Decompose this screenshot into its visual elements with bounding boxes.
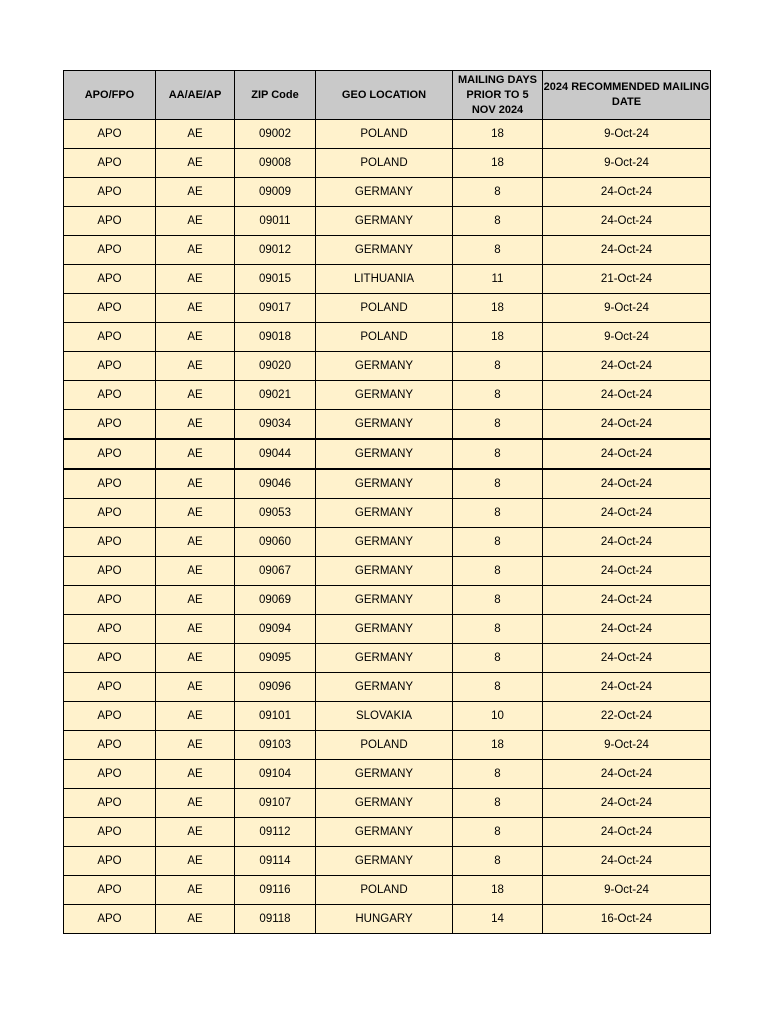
cell-apo-fpo: APO (64, 557, 156, 586)
cell-recommended-date: 22-Oct-24 (543, 702, 711, 731)
table-row (64, 178, 711, 207)
cell-geo-location: GERMANY (316, 818, 453, 847)
cell-mailing-days: 8 (453, 615, 543, 644)
cell-zip-code: 09067 (235, 557, 316, 586)
cell-recommended-date: 21-Oct-24 (543, 265, 711, 294)
table-row (64, 644, 711, 673)
header-recommended-date: 2024 RECOMMENDED MAILING DATE (543, 71, 711, 120)
cell-apo-fpo: APO (64, 760, 156, 789)
cell-zip-code: 09096 (235, 673, 316, 702)
header-apo-fpo: APO/FPO (64, 71, 156, 120)
cell-mailing-days: 8 (453, 847, 543, 876)
table-row (64, 876, 711, 905)
cell-aa-ae-ap: AE (156, 149, 235, 178)
cell-aa-ae-ap: AE (156, 207, 235, 236)
cell-mailing-days: 18 (453, 876, 543, 905)
cell-recommended-date: 24-Oct-24 (543, 469, 711, 499)
cell-aa-ae-ap: AE (156, 439, 235, 469)
cell-zip-code: 09069 (235, 586, 316, 615)
cell-apo-fpo: APO (64, 644, 156, 673)
cell-zip-code: 09020 (235, 352, 316, 381)
cell-recommended-date: 24-Oct-24 (543, 381, 711, 410)
cell-mailing-days: 8 (453, 528, 543, 557)
cell-geo-location: GERMANY (316, 760, 453, 789)
cell-zip-code: 09044 (235, 439, 316, 469)
table-row (64, 586, 711, 615)
cell-geo-location: LITHUANIA (316, 265, 453, 294)
table-row (64, 120, 711, 149)
cell-geo-location: POLAND (316, 876, 453, 905)
cell-geo-location: GERMANY (316, 789, 453, 818)
cell-apo-fpo: APO (64, 586, 156, 615)
cell-apo-fpo: APO (64, 439, 156, 469)
cell-aa-ae-ap: AE (156, 847, 235, 876)
header-mailing-days: MAILING DAYS PRIOR TO 5 NOV 2024 (453, 71, 543, 120)
cell-zip-code: 09017 (235, 294, 316, 323)
table-row (64, 789, 711, 818)
cell-aa-ae-ap: AE (156, 876, 235, 905)
cell-apo-fpo: APO (64, 352, 156, 381)
cell-mailing-days: 11 (453, 265, 543, 294)
header-aa-ae-ap: AA/AE/AP (156, 71, 235, 120)
cell-recommended-date: 24-Oct-24 (543, 818, 711, 847)
cell-geo-location: GERMANY (316, 178, 453, 207)
cell-aa-ae-ap: AE (156, 731, 235, 760)
cell-geo-location: GERMANY (316, 499, 453, 528)
table-row (64, 265, 711, 294)
cell-recommended-date: 24-Oct-24 (543, 528, 711, 557)
cell-mailing-days: 8 (453, 557, 543, 586)
table-row (64, 323, 711, 352)
cell-apo-fpo: APO (64, 410, 156, 440)
cell-aa-ae-ap: AE (156, 265, 235, 294)
table-row (64, 149, 711, 178)
cell-geo-location: GERMANY (316, 673, 453, 702)
cell-apo-fpo: APO (64, 236, 156, 265)
cell-recommended-date: 9-Oct-24 (543, 120, 711, 149)
cell-mailing-days: 8 (453, 499, 543, 528)
cell-zip-code: 09009 (235, 178, 316, 207)
cell-mailing-days: 8 (453, 381, 543, 410)
cell-apo-fpo: APO (64, 905, 156, 934)
table-row (64, 673, 711, 702)
cell-aa-ae-ap: AE (156, 352, 235, 381)
cell-apo-fpo: APO (64, 178, 156, 207)
table-row (64, 236, 711, 265)
table-row (64, 702, 711, 731)
cell-aa-ae-ap: AE (156, 236, 235, 265)
cell-apo-fpo: APO (64, 615, 156, 644)
cell-geo-location: GERMANY (316, 410, 453, 440)
cell-mailing-days: 18 (453, 120, 543, 149)
cell-mailing-days: 10 (453, 702, 543, 731)
cell-mailing-days: 8 (453, 439, 543, 469)
cell-geo-location: GERMANY (316, 352, 453, 381)
table-header-row (64, 71, 711, 120)
cell-aa-ae-ap: AE (156, 702, 235, 731)
cell-apo-fpo: APO (64, 731, 156, 760)
table-row (64, 528, 711, 557)
table-row (64, 731, 711, 760)
cell-zip-code: 09116 (235, 876, 316, 905)
cell-recommended-date: 24-Oct-24 (543, 410, 711, 440)
header-geo-location: GEO LOCATION (316, 71, 453, 120)
cell-geo-location: GERMANY (316, 557, 453, 586)
cell-zip-code: 09118 (235, 905, 316, 934)
cell-recommended-date: 24-Oct-24 (543, 615, 711, 644)
cell-recommended-date: 24-Oct-24 (543, 789, 711, 818)
cell-zip-code: 09012 (235, 236, 316, 265)
cell-aa-ae-ap: AE (156, 760, 235, 789)
cell-mailing-days: 8 (453, 207, 543, 236)
cell-geo-location: POLAND (316, 294, 453, 323)
cell-aa-ae-ap: AE (156, 586, 235, 615)
cell-zip-code: 09112 (235, 818, 316, 847)
cell-aa-ae-ap: AE (156, 120, 235, 149)
cell-recommended-date: 24-Oct-24 (543, 557, 711, 586)
cell-geo-location: GERMANY (316, 236, 453, 265)
cell-recommended-date: 9-Oct-24 (543, 149, 711, 178)
cell-mailing-days: 18 (453, 294, 543, 323)
cell-recommended-date: 9-Oct-24 (543, 876, 711, 905)
cell-aa-ae-ap: AE (156, 557, 235, 586)
cell-apo-fpo: APO (64, 207, 156, 236)
cell-zip-code: 09104 (235, 760, 316, 789)
cell-aa-ae-ap: AE (156, 673, 235, 702)
cell-apo-fpo: APO (64, 847, 156, 876)
cell-apo-fpo: APO (64, 528, 156, 557)
cell-mailing-days: 18 (453, 731, 543, 760)
cell-aa-ae-ap: AE (156, 528, 235, 557)
cell-apo-fpo: APO (64, 818, 156, 847)
cell-apo-fpo: APO (64, 876, 156, 905)
cell-zip-code: 09046 (235, 469, 316, 499)
cell-mailing-days: 8 (453, 352, 543, 381)
cell-apo-fpo: APO (64, 469, 156, 499)
cell-apo-fpo: APO (64, 789, 156, 818)
cell-geo-location: POLAND (316, 120, 453, 149)
cell-geo-location: GERMANY (316, 615, 453, 644)
cell-zip-code: 09034 (235, 410, 316, 440)
cell-geo-location: GERMANY (316, 207, 453, 236)
cell-mailing-days: 14 (453, 905, 543, 934)
cell-mailing-days: 8 (453, 818, 543, 847)
cell-geo-location: GERMANY (316, 847, 453, 876)
cell-apo-fpo: APO (64, 381, 156, 410)
table-row (64, 381, 711, 410)
cell-geo-location: GERMANY (316, 439, 453, 469)
table-row (64, 352, 711, 381)
cell-geo-location: POLAND (316, 323, 453, 352)
cell-mailing-days: 8 (453, 760, 543, 789)
cell-zip-code: 09107 (235, 789, 316, 818)
cell-aa-ae-ap: AE (156, 615, 235, 644)
cell-geo-location: HUNGARY (316, 905, 453, 934)
cell-apo-fpo: APO (64, 499, 156, 528)
cell-zip-code: 09002 (235, 120, 316, 149)
cell-zip-code: 09103 (235, 731, 316, 760)
cell-zip-code: 09018 (235, 323, 316, 352)
cell-geo-location: GERMANY (316, 586, 453, 615)
cell-aa-ae-ap: AE (156, 905, 235, 934)
cell-apo-fpo: APO (64, 120, 156, 149)
cell-mailing-days: 8 (453, 236, 543, 265)
cell-aa-ae-ap: AE (156, 818, 235, 847)
cell-zip-code: 09094 (235, 615, 316, 644)
cell-zip-code: 09101 (235, 702, 316, 731)
cell-aa-ae-ap: AE (156, 789, 235, 818)
cell-recommended-date: 16-Oct-24 (543, 905, 711, 934)
table-row (64, 905, 711, 934)
cell-apo-fpo: APO (64, 149, 156, 178)
cell-geo-location: GERMANY (316, 644, 453, 673)
cell-recommended-date: 9-Oct-24 (543, 294, 711, 323)
cell-aa-ae-ap: AE (156, 381, 235, 410)
cell-mailing-days: 18 (453, 323, 543, 352)
table-row (64, 818, 711, 847)
cell-mailing-days: 8 (453, 469, 543, 499)
table-row (64, 847, 711, 876)
cell-mailing-days: 8 (453, 673, 543, 702)
cell-geo-location: GERMANY (316, 381, 453, 410)
cell-zip-code: 09008 (235, 149, 316, 178)
table-row (64, 294, 711, 323)
cell-recommended-date: 24-Oct-24 (543, 207, 711, 236)
cell-recommended-date: 9-Oct-24 (543, 731, 711, 760)
cell-apo-fpo: APO (64, 294, 156, 323)
cell-mailing-days: 8 (453, 410, 543, 440)
cell-recommended-date: 24-Oct-24 (543, 352, 711, 381)
table-row (64, 439, 711, 469)
cell-aa-ae-ap: AE (156, 410, 235, 440)
cell-recommended-date: 24-Oct-24 (543, 586, 711, 615)
cell-recommended-date: 24-Oct-24 (543, 760, 711, 789)
cell-zip-code: 09095 (235, 644, 316, 673)
cell-recommended-date: 24-Oct-24 (543, 847, 711, 876)
cell-aa-ae-ap: AE (156, 178, 235, 207)
cell-mailing-days: 8 (453, 644, 543, 673)
cell-zip-code: 09011 (235, 207, 316, 236)
cell-aa-ae-ap: AE (156, 469, 235, 499)
table-row (64, 469, 711, 499)
cell-mailing-days: 8 (453, 586, 543, 615)
cell-recommended-date: 9-Oct-24 (543, 323, 711, 352)
cell-recommended-date: 24-Oct-24 (543, 236, 711, 265)
cell-recommended-date: 24-Oct-24 (543, 439, 711, 469)
cell-aa-ae-ap: AE (156, 644, 235, 673)
cell-aa-ae-ap: AE (156, 499, 235, 528)
cell-aa-ae-ap: AE (156, 294, 235, 323)
cell-mailing-days: 8 (453, 178, 543, 207)
cell-zip-code: 09053 (235, 499, 316, 528)
table-row (64, 499, 711, 528)
cell-recommended-date: 24-Oct-24 (543, 673, 711, 702)
cell-recommended-date: 24-Oct-24 (543, 178, 711, 207)
cell-geo-location: GERMANY (316, 469, 453, 499)
cell-zip-code: 09060 (235, 528, 316, 557)
cell-aa-ae-ap: AE (156, 323, 235, 352)
cell-geo-location: POLAND (316, 149, 453, 178)
table-row (64, 760, 711, 789)
cell-apo-fpo: APO (64, 673, 156, 702)
cell-mailing-days: 8 (453, 789, 543, 818)
cell-zip-code: 09015 (235, 265, 316, 294)
table-row (64, 557, 711, 586)
cell-zip-code: 09114 (235, 847, 316, 876)
cell-recommended-date: 24-Oct-24 (543, 644, 711, 673)
cell-apo-fpo: APO (64, 323, 156, 352)
table-row (64, 410, 711, 440)
cell-apo-fpo: APO (64, 702, 156, 731)
cell-apo-fpo: APO (64, 265, 156, 294)
mailing-dates-table (63, 70, 711, 934)
header-zip-code: ZIP Code (235, 71, 316, 120)
table-body (64, 120, 711, 934)
table-row (64, 615, 711, 644)
cell-zip-code: 09021 (235, 381, 316, 410)
cell-mailing-days: 18 (453, 149, 543, 178)
cell-recommended-date: 24-Oct-24 (543, 499, 711, 528)
cell-geo-location: GERMANY (316, 528, 453, 557)
cell-geo-location: POLAND (316, 731, 453, 760)
cell-geo-location: SLOVAKIA (316, 702, 453, 731)
table-row (64, 207, 711, 236)
